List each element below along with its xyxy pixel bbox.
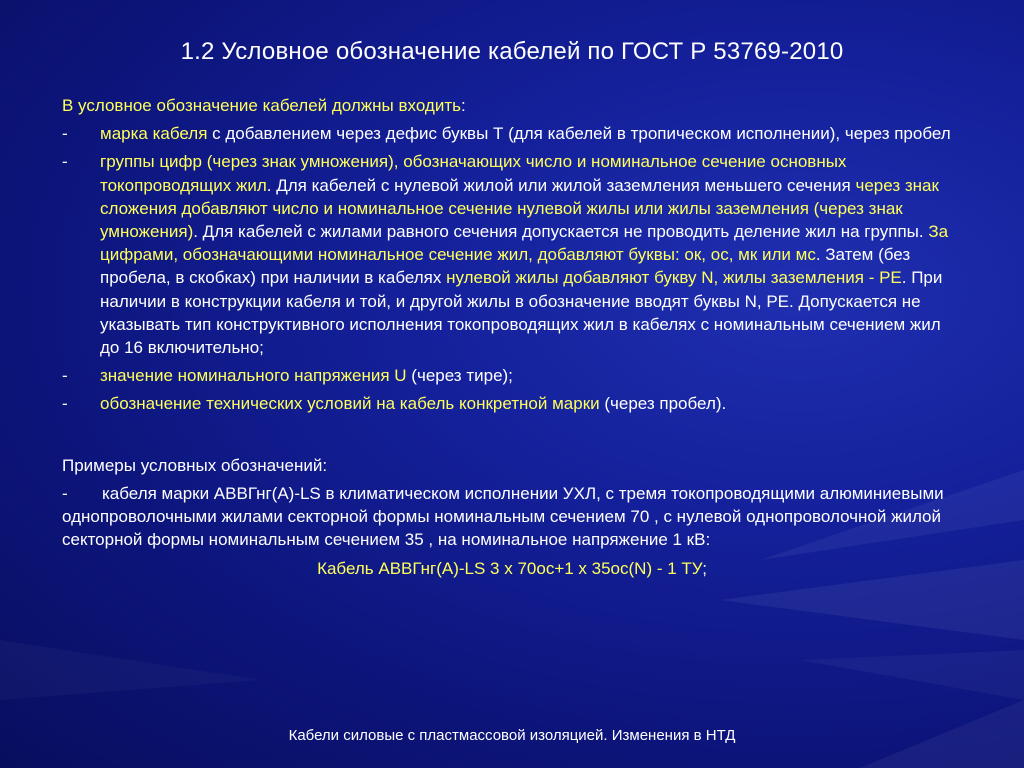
body-text: . Затем (без пробела, в скобках) при наличии в кабелях [100, 245, 911, 288]
intro-colon: : [460, 96, 466, 115]
highlighted-text: группы цифр (через знак умножения), обозначающих число и номинальное сечение основных токопроводящих жил [100, 152, 847, 195]
body-text: с добавлением через дефис буквы Т (для кабелей в тропическом исполнении), через пробел [207, 124, 951, 144]
formula-suffix: ; [702, 559, 707, 579]
bullet-dash: - [62, 124, 68, 144]
highlighted-text: через знак сложения добавляют число и номинальное сечение нулевой жилы или жилы заземления (через знак умножения) [100, 175, 939, 242]
slide-title: 1.2 Условное обозначение кабелей по ГОСТ Р 53769-2010 [180, 38, 844, 65]
highlighted-text: За цифрами, обозначающими номинальное сечение жил, добавляют буквы: ок, ос, мк или мс [100, 222, 949, 265]
example-dash: - [62, 483, 68, 503]
body-text: . При наличии в конструкции кабеля и той, и другой жилы в обозначение вводят буквы N, РЕ. Допускается не указывать тип конструктивного исполнения токопроводящих жил в кабелях с номинальным сечением жил до 16 включительно; [100, 268, 943, 358]
bullet-item [62, 392, 962, 415]
highlighted-text: значение номинального напряжения U [100, 366, 407, 386]
highlighted-text: нулевой жилы добавляют букву N, жилы заземления - РЕ [446, 268, 902, 288]
body-text: . Для кабелей с жилами равного сечения допускается не проводить деление жил на группы. [193, 222, 929, 242]
examples-heading: Примеры условных обозначений: [62, 455, 328, 475]
spacer [62, 416, 962, 454]
slide-content [62, 94, 962, 581]
bullet-dash: - [62, 366, 68, 386]
highlighted-text: обозначение технических условий на кабель конкретной марки [100, 394, 600, 414]
slide-footer: Кабели силовые с пластмассовой изоляцией. Изменения в НТД [288, 727, 736, 744]
example-item [62, 482, 962, 552]
example-text: кабеля марки АВВГнг(А)-LS в климатическом исполнении УХЛ, с тремя токопроводящими алюминиевыми однопроволочными жилами секторной формы номинальным сечением 70 , с нулевой однопроволочной жилой секторной формы номинальным сечением 35 , на номинальное напряжение 1 кВ: [62, 483, 944, 550]
example-formula [62, 557, 962, 580]
bullet-dash: - [62, 394, 68, 414]
highlighted-text: марка кабеля [100, 124, 208, 144]
bullet-item [62, 122, 962, 145]
intro-line [62, 94, 962, 117]
intro-text: В условное обозначение кабелей должны входить [62, 96, 461, 115]
body-text: (через тире); [406, 366, 513, 386]
bullet-item [62, 150, 962, 359]
formula-text: Кабель АВВГнг(А)-LS 3 х 70ос+1 х 35ос(N) - 1 ТУ [317, 559, 703, 579]
bullet-list [62, 122, 962, 415]
bullet-item [62, 364, 962, 387]
body-text: (через пробел). [599, 394, 727, 414]
body-text: . Для кабелей с нулевой жилой или жилой заземления меньшего сечения [266, 175, 856, 195]
bullet-dash: - [62, 152, 68, 172]
